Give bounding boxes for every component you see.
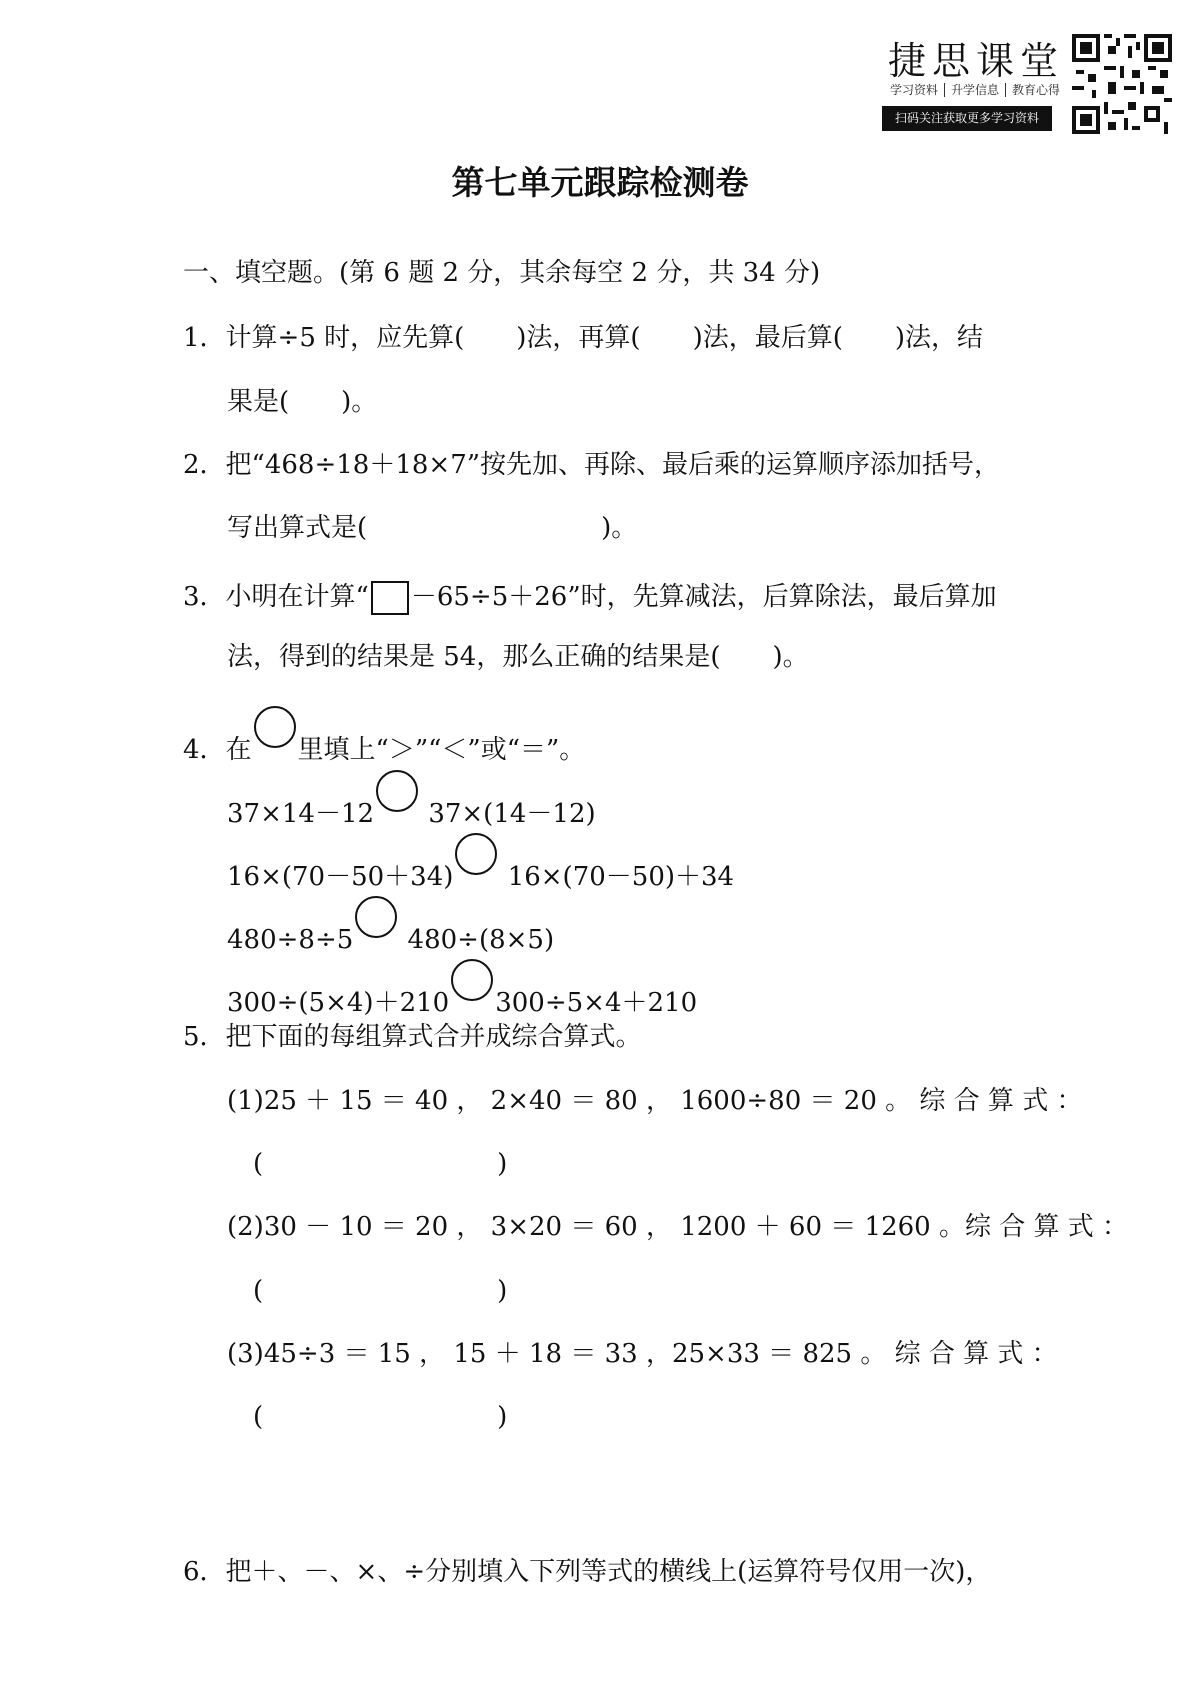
circle-blank-icon bbox=[455, 833, 497, 875]
section-heading: 一、填空题。(第 6 题 2 分，其余每空 2 分，共 34 分) bbox=[183, 258, 821, 288]
brand-tag: 学习资料 bbox=[884, 83, 945, 97]
compare-item bbox=[227, 896, 554, 957]
brand-tag: 升学信息 bbox=[945, 83, 1006, 97]
qr-code-icon bbox=[1072, 34, 1172, 134]
question-4-intro bbox=[183, 706, 585, 767]
circle-blank-icon bbox=[355, 896, 397, 938]
compare-item bbox=[227, 959, 697, 1020]
combine-item-text: (3)45÷3 ＝ 15 ， 15 ＋ 18 ＝ 33 ，25×33 ＝ 825 。 综 合 算 式 ： bbox=[227, 1339, 1058, 1369]
compare-right: 37×(14－12) bbox=[428, 799, 596, 829]
question-4-text-a: 4．在 bbox=[183, 735, 252, 765]
compare-right: 16×(70－50)＋34 bbox=[507, 862, 735, 892]
question-1-line-1: 1．计算÷5 时，应先算( )法，再算( )法，最后算( )法，结 bbox=[183, 323, 983, 353]
brand-tag: 教育心得 bbox=[1012, 83, 1061, 97]
question-2-line-1: 2．把“468÷18＋18×7”按先加、再除、最后乘的运算顺序添加括号， bbox=[183, 450, 1001, 480]
question-2-line-2: 写出算式是( )。 bbox=[227, 513, 638, 543]
question-3-line-2: 法，得到的结果是 54，那么正确的结果是( )。 bbox=[227, 642, 809, 672]
question-4-text-b: 里填上“＞”“＜”或“＝”。 bbox=[297, 735, 586, 765]
compare-left: 480÷8÷5 bbox=[227, 925, 354, 955]
compare-right: 480÷(8×5) bbox=[407, 925, 555, 955]
answer-box bbox=[371, 581, 409, 615]
combine-item-blank: ( ) bbox=[253, 1276, 508, 1306]
page-title: 第七单元跟踪检测卷 bbox=[451, 163, 749, 202]
brand-tags bbox=[884, 81, 1066, 98]
question-1-line-2: 果是( )。 bbox=[227, 387, 378, 417]
combine-item-text: (1)25 ＋ 15 ＝ 40 ， 2×40 ＝ 80 ， 1600÷80 ＝ 20 。 综 合 算 式 ： bbox=[227, 1086, 1083, 1116]
question-6-line-1: 6．把＋、－、×、÷分别填入下列等式的横线上(运算符号仅用一次)， bbox=[183, 1557, 992, 1587]
question-5-intro: 5．把下面的每组算式合并成综合算式。 bbox=[183, 1022, 642, 1052]
compare-left: 37×14－12 bbox=[227, 799, 375, 829]
question-3-text-b: －65÷5＋26”时，先算减法，后算除法，最后算加 bbox=[410, 582, 997, 612]
question-3-text-a: 3．小明在计算“ bbox=[183, 582, 369, 612]
compare-left: 300÷(5×4)＋210 bbox=[227, 988, 450, 1018]
combine-item-blank: ( ) bbox=[253, 1149, 508, 1179]
circle-blank-icon bbox=[451, 959, 493, 1001]
circle-blank-icon bbox=[376, 770, 418, 812]
circle-blank-icon bbox=[254, 706, 296, 748]
compare-item bbox=[227, 770, 596, 831]
brand-banner: 扫码关注获取更多学习资料 bbox=[882, 106, 1052, 131]
compare-right: 300÷5×4＋210 bbox=[495, 988, 698, 1018]
compare-item bbox=[227, 833, 734, 894]
combine-item-blank: ( ) bbox=[253, 1402, 508, 1432]
brand-logo-name: 捷思课堂 bbox=[888, 39, 1065, 83]
question-3-line-1 bbox=[183, 580, 997, 615]
combine-item-text: (2)30 － 10 ＝ 20 ， 3×20 ＝ 60 ， 1200 ＋ 60 ＝ 1260 。综 合 算 式 ： bbox=[227, 1212, 1129, 1242]
compare-left: 16×(70－50＋34) bbox=[227, 862, 454, 892]
